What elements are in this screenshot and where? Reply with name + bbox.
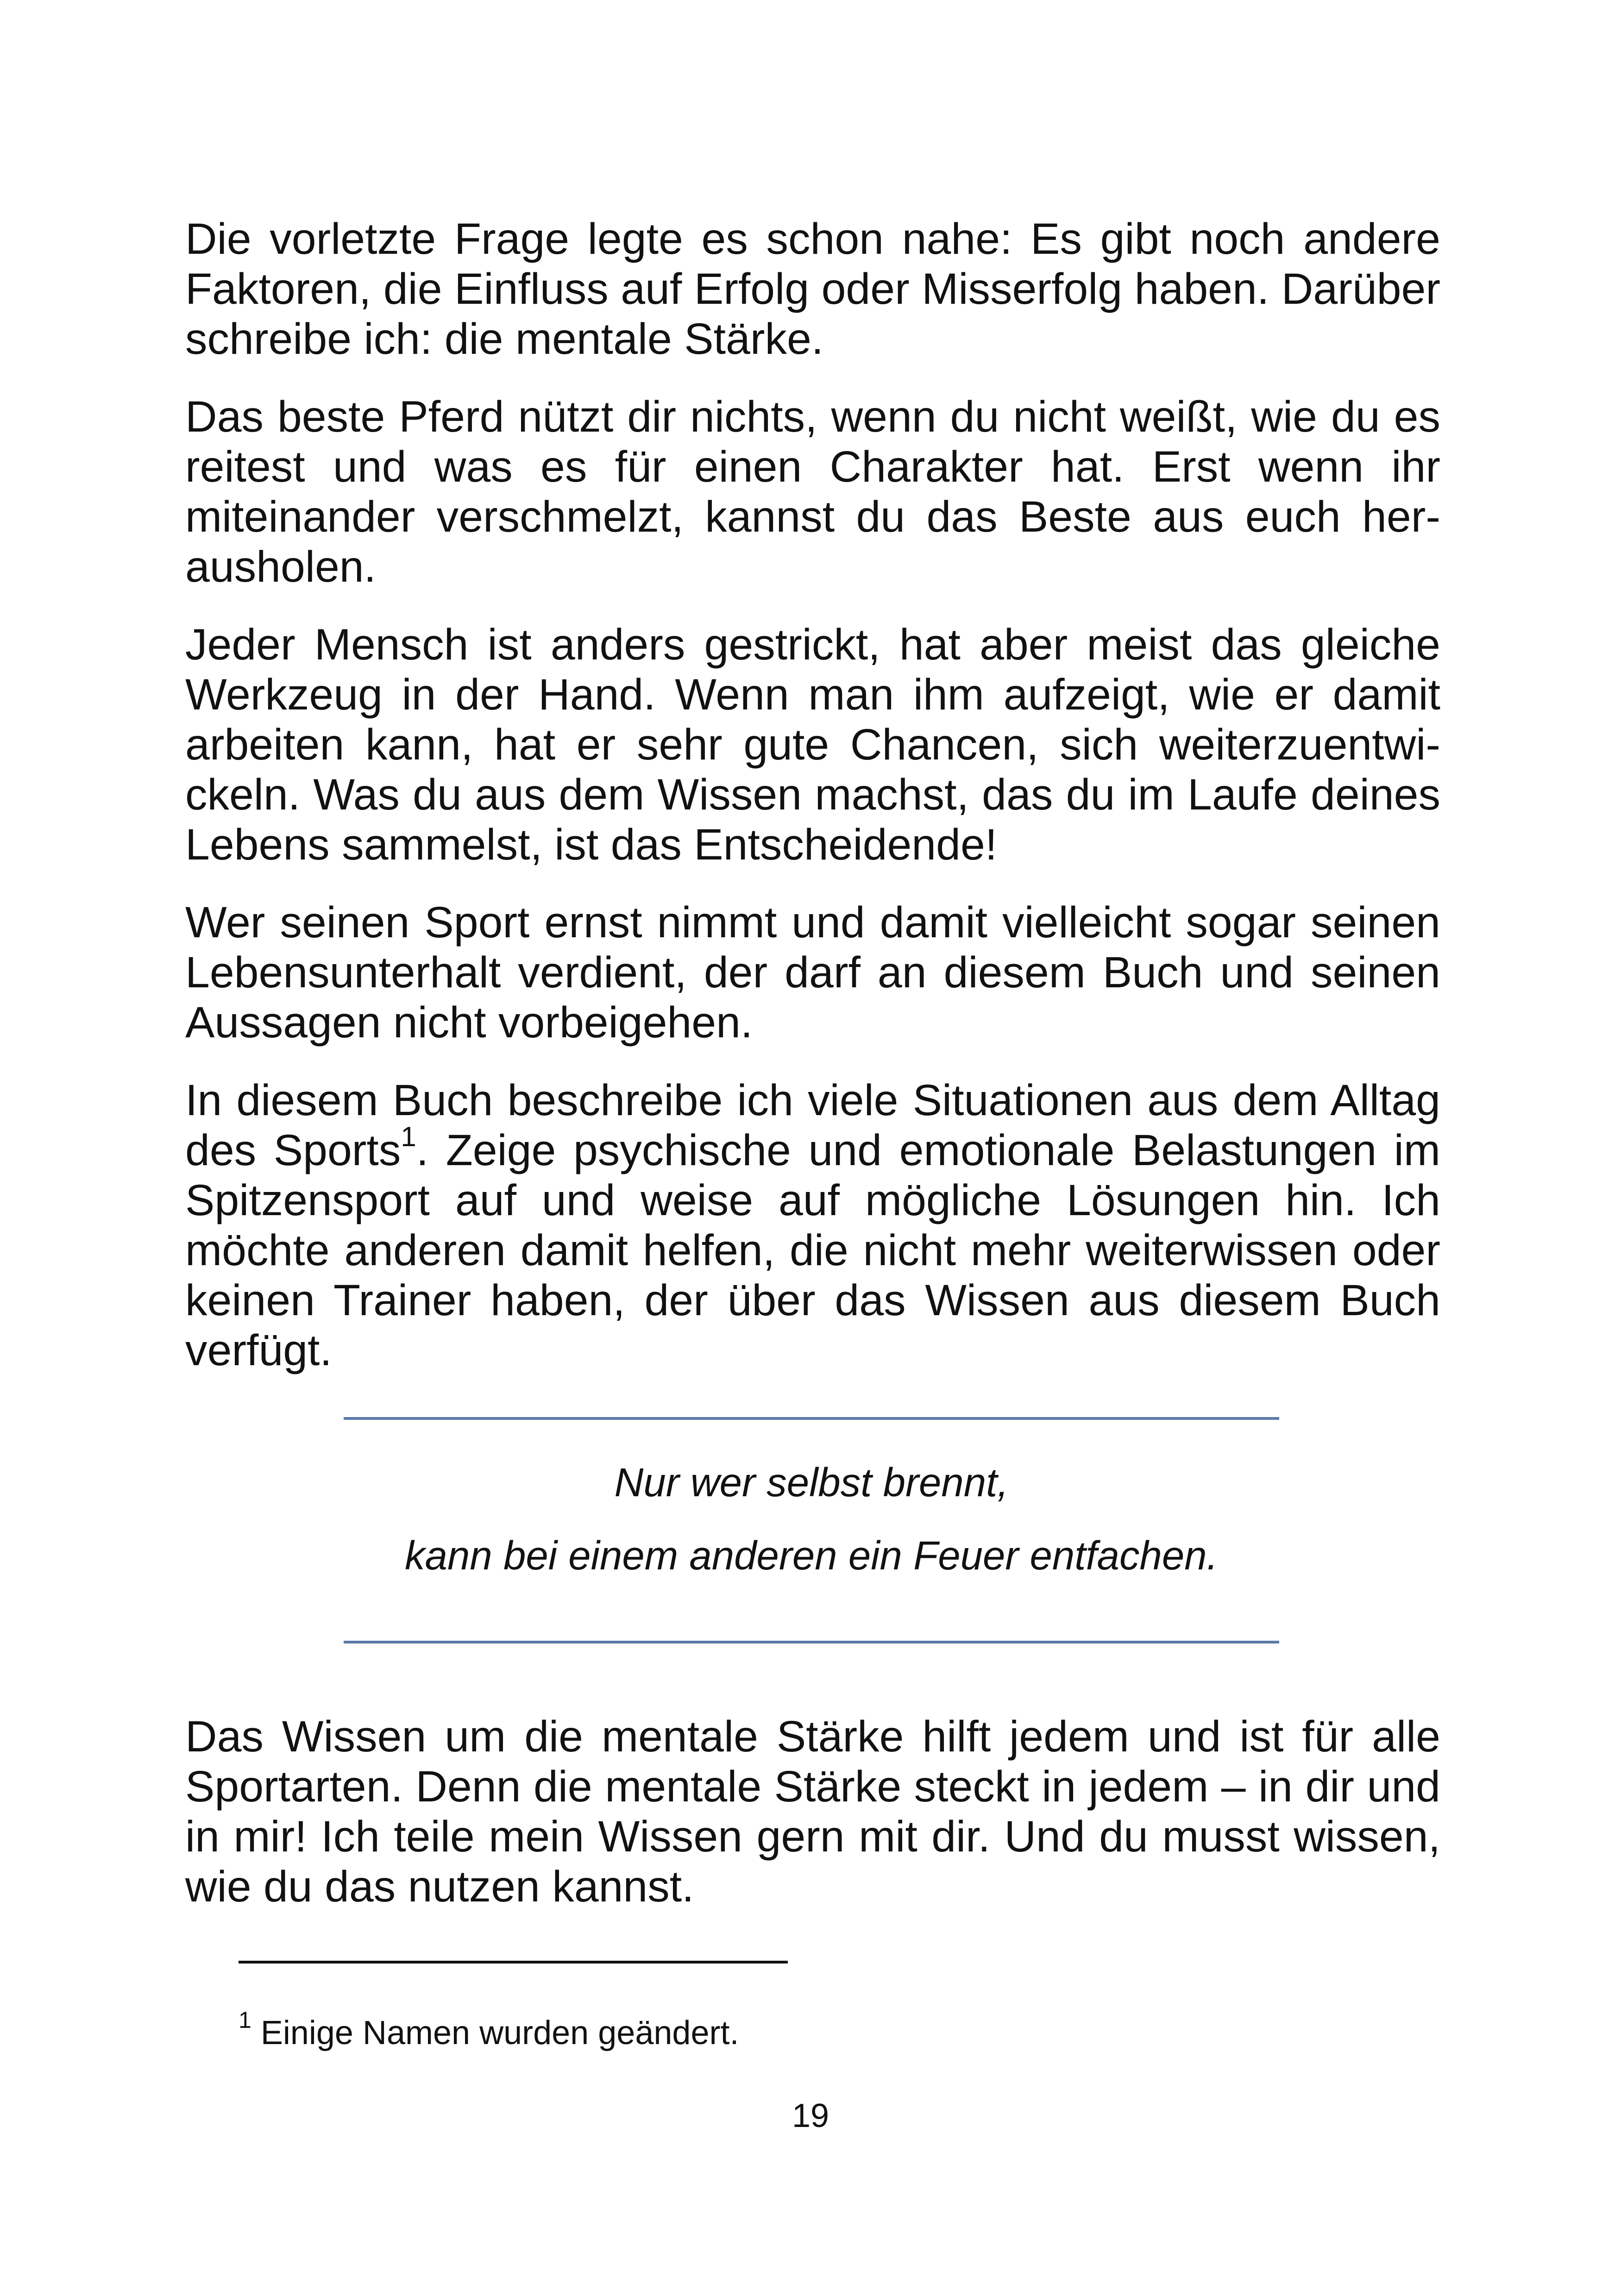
- quote-bottom-rule: [344, 1641, 1279, 1644]
- quote-line-1: Nur wer selbst brennt,: [614, 1460, 1009, 1505]
- quote-top-rule: [344, 1417, 1279, 1420]
- paragraph-1: Die vorletzte Frage legte es schon nahe: Es gibt noch andere Faktoren, die Einfluss auf Erfolg oder Misserfolg haben. Darüber schreibe ich: die mentale Stärke.: [185, 214, 1440, 364]
- paragraph-2: Das beste Pferd nützt dir nichts, wenn du nicht weißt, wie du es reitest und was es für einen Charakter hat. Erst wenn ihr miteinander verschmelzt, kannst du das Beste aus euch herausholen.: [185, 392, 1440, 591]
- paragraph-3: Jeder Mensch ist anders gestrickt, hat aber meist das gleiche Werkzeug in der Hand. Wenn man ihm aufzeigt, wie er damit arbeiten kann, hat er sehr gute Chancen, sich weiterzuentwickeln. Was du aus dem Wissen machst, das du im Laufe deines Lebens sammelst, ist das Entscheidende!: [185, 620, 1440, 869]
- paragraph-4: Wer seinen Sport ernst nimmt und damit vielleicht sogar seinen Lebensunterhalt verdient, der darf an diesem Buch und seinen Aussagen nicht vorbeigehen.: [185, 898, 1440, 1047]
- closing-text-block: [185, 1712, 1440, 1912]
- paragraph-5-before: In diesem Buch beschreibe ich viele Situationen aus dem Alltag des Sports: [185, 1076, 1440, 1175]
- footnote-text: Einige Namen wurden geändert.: [260, 2014, 739, 2051]
- footnote-separator: [239, 1961, 788, 1964]
- closing-paragraph: Das Wissen um die mentale Stärke hilft jedem und ist für alle Sportarten. Denn die mentale Stärke steckt in jedem – in dir und in mir! Ich teile mein Wissen gern mit dir. Und du musst wissen, wie du das nutzen kannst.: [185, 1712, 1440, 1911]
- quote-line-2: kann bei einem anderen ein Feuer entfachen.: [405, 1533, 1218, 1578]
- paragraph-5: [185, 1075, 1440, 1375]
- page-number: 19: [792, 2097, 829, 2134]
- footnote-number: 1: [239, 2007, 251, 2033]
- paragraph-5-after: . Zeige psychische und emotionale Belastungen im Spitzensport auf und weise auf mögliche Lösungen hin. Ich möchte anderen damit helfen, die nicht mehr weiterwissen oder keinen Trainer haben, der über das Wissen aus diesem Buch verfügt.: [185, 1126, 1440, 1375]
- footnote: [239, 2007, 739, 2052]
- main-text-block: [185, 214, 1440, 1375]
- footnote-reference: 1: [401, 1121, 416, 1153]
